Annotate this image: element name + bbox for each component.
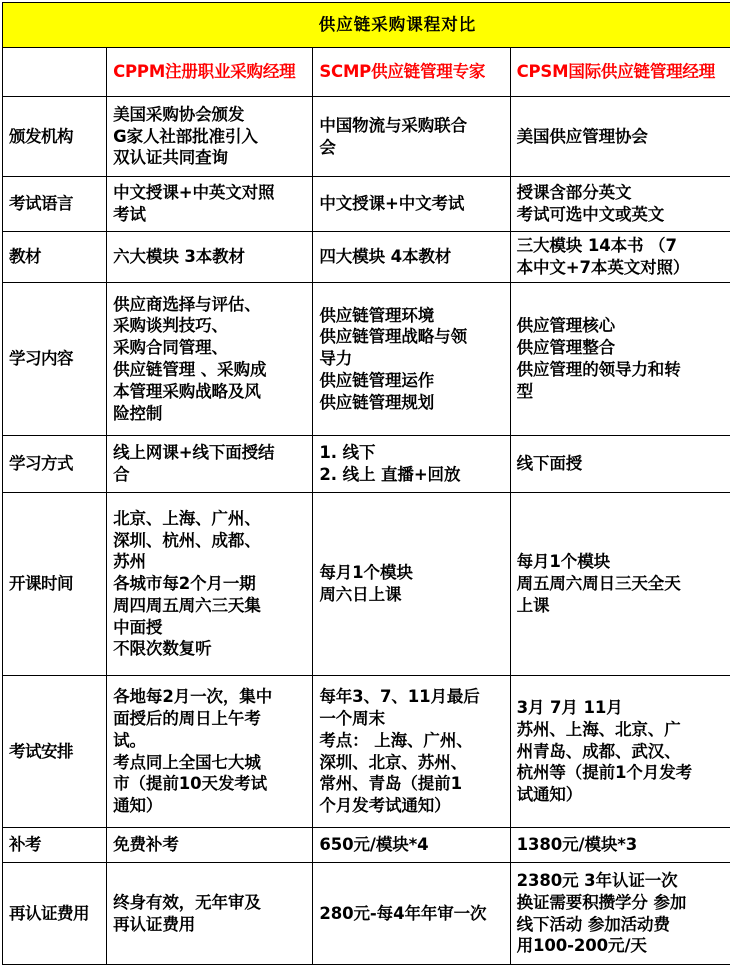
header-cell-cppm: CPPM注册职业采购经理 [107, 48, 313, 97]
cell-line: 换证需要积攒学分 参加 [517, 892, 730, 914]
cell-line: 供应链管理运作 [319, 370, 504, 392]
cell-line: 不限次数复听 [113, 638, 307, 660]
cell-line: 用100-200元/天 [517, 935, 730, 957]
cell-cppm [107, 436, 313, 493]
cell-line: 2. 线上 直播+回放 [319, 464, 504, 486]
cell-line: 四大模块 4本教材 [319, 246, 504, 268]
cell-line: 中文授课+中英文对照 [113, 182, 307, 204]
cell-line: 苏州 [113, 551, 307, 573]
cell-cpsm [510, 283, 730, 436]
cell-line: 供应链管理规划 [319, 392, 504, 414]
row-label: 开课时间 [3, 493, 107, 676]
cell-line: 本管理采购战略及风 [113, 381, 307, 403]
cell-line: 个月发考试通知） [319, 795, 504, 817]
cell-line: 试通知） [517, 784, 730, 806]
cell-cpsm [510, 177, 730, 232]
cell-line: 考点同上全国七大城 [113, 752, 307, 774]
row-label: 考试安排 [3, 676, 107, 828]
table-row [3, 283, 730, 436]
cell-cpsm [510, 676, 730, 828]
cell-line: 州青岛、成都、武汉、 [517, 741, 730, 763]
cell-scmp [313, 493, 510, 676]
cell-line: 每月1个模块 [517, 551, 730, 573]
cell-scmp [313, 828, 510, 863]
cell-scmp [313, 97, 510, 177]
cell-line: 导力 [319, 348, 504, 370]
cell-line: 每年3、7、11月最后 [319, 686, 504, 708]
table-body [3, 3, 730, 965]
cell-line: 周五周六周日三天全天 [517, 573, 730, 595]
header-row [3, 48, 730, 97]
row-label: 补考 [3, 828, 107, 863]
table-row [3, 863, 730, 965]
cell-line: 面授后的周日上午考 [113, 708, 307, 730]
cell-cppm [107, 493, 313, 676]
row-label: 学习内容 [3, 283, 107, 436]
cell-line: 杭州等（提前1个月发考 [517, 762, 730, 784]
cell-cppm [107, 828, 313, 863]
cell-line: 再认证费用 [113, 914, 307, 936]
cell-cpsm [510, 436, 730, 493]
cell-line: 周六日上课 [319, 584, 504, 606]
cell-line: 1380元/模块*3 [517, 834, 730, 856]
cell-line: 免费补考 [113, 834, 307, 856]
cell-line: 中国物流与采购联合 [319, 115, 504, 137]
cell-line: 周四周五周六三天集 [113, 595, 307, 617]
cell-cppm [107, 863, 313, 965]
cell-line: 终身有效，无年审及 [113, 892, 307, 914]
cell-line: 常州、青岛（提前1 [319, 773, 504, 795]
cell-line: 采购合同管理、 [113, 337, 307, 359]
cell-line: 合 [113, 464, 307, 486]
cell-cpsm [510, 863, 730, 965]
cell-line: 供应链管理战略与领 [319, 326, 504, 348]
cell-cpsm [510, 97, 730, 177]
cell-line: 各地每2月一次，集中 [113, 686, 307, 708]
cell-line: 型 [517, 381, 730, 403]
page-title: 供应链采购课程对比 [3, 3, 730, 48]
cell-line: 三大模块 14本书 （7 [517, 235, 730, 257]
row-label: 颁发机构 [3, 97, 107, 177]
cell-line: 市（提前10天发考试 [113, 773, 307, 795]
cell-line: 本中文+7本英文对照） [517, 257, 730, 279]
row-label: 再认证费用 [3, 863, 107, 965]
cell-line: 线下面授 [517, 453, 730, 475]
cell-line: 中文授课+中文考试 [319, 193, 504, 215]
cell-line: 授课含部分英文 [517, 182, 730, 204]
row-label: 学习方式 [3, 436, 107, 493]
cell-line: 2380元 3年认证一次 [517, 870, 730, 892]
cell-line: 六大模块 3本教材 [113, 246, 307, 268]
cell-line: 供应管理的领导力和转 [517, 359, 730, 381]
cell-line: 一个周末 [319, 708, 504, 730]
cell-line: 深圳、北京、苏州、 [319, 752, 504, 774]
cell-line: 650元/模块*4 [319, 834, 504, 856]
cell-line: G家人社部批准引入 [113, 126, 307, 148]
cell-line: 中面授 [113, 617, 307, 639]
cell-line: 考试 [113, 204, 307, 226]
cell-line: 苏州、上海、北京、广 [517, 719, 730, 741]
table-row [3, 436, 730, 493]
cell-line: 每月1个模块 [319, 562, 504, 584]
row-label: 考试语言 [3, 177, 107, 232]
cell-line: 北京、上海、广州、 [113, 508, 307, 530]
course-comparison-table [2, 2, 730, 965]
cell-line: 会 [319, 137, 504, 159]
cell-scmp [313, 177, 510, 232]
row-label: 教材 [3, 232, 107, 283]
cell-line: 供应链管理 、采购成 [113, 359, 307, 381]
cell-cppm [107, 283, 313, 436]
cell-line: 险控制 [113, 403, 307, 425]
table-row [3, 676, 730, 828]
cell-line: 各城市每2个月一期 [113, 573, 307, 595]
cell-line: 美国供应管理协会 [517, 126, 730, 148]
cell-cppm [107, 232, 313, 283]
cell-line: 1. 线下 [319, 442, 504, 464]
cell-cpsm [510, 828, 730, 863]
cell-line: 美国采购协会颁发 [113, 104, 307, 126]
header-cell-blank [3, 48, 107, 97]
cell-scmp [313, 232, 510, 283]
cell-line: 采购谈判技巧、 [113, 315, 307, 337]
cell-scmp [313, 676, 510, 828]
cell-line: 线下活动 参加活动费 [517, 914, 730, 936]
cell-cpsm [510, 493, 730, 676]
cell-line: 双认证共同查询 [113, 147, 307, 169]
cell-scmp [313, 283, 510, 436]
cell-scmp [313, 436, 510, 493]
cell-scmp [313, 863, 510, 965]
cell-line: 供应管理整合 [517, 337, 730, 359]
cell-line: 考点： 上海、广州、 [319, 730, 504, 752]
cell-line: 供应商选择与评估、 [113, 294, 307, 316]
cell-line: 3月 7月 11月 [517, 697, 730, 719]
table-row [3, 828, 730, 863]
cell-cpsm [510, 232, 730, 283]
table-row [3, 232, 730, 283]
cell-line: 280元-每4年年审一次 [319, 903, 504, 925]
table-row [3, 97, 730, 177]
table-row [3, 493, 730, 676]
title-row [3, 3, 730, 48]
cell-line: 考试可选中文或英文 [517, 204, 730, 226]
cell-line: 线上网课+线下面授结 [113, 442, 307, 464]
cell-line: 上课 [517, 595, 730, 617]
cell-line: 试。 [113, 730, 307, 752]
cell-line: 供应链管理环境 [319, 305, 504, 327]
page-root [0, 2, 730, 918]
table-row [3, 177, 730, 232]
cell-cppm [107, 177, 313, 232]
header-cell-cpsm: CPSM国际供应链管理经理 [510, 48, 730, 97]
cell-line: 通知） [113, 795, 307, 817]
cell-line: 深圳、杭州、成都、 [113, 530, 307, 552]
cell-line: 供应管理核心 [517, 315, 730, 337]
cell-cppm [107, 97, 313, 177]
cell-cppm [107, 676, 313, 828]
header-cell-scmp: SCMP供应链管理专家 [313, 48, 510, 97]
